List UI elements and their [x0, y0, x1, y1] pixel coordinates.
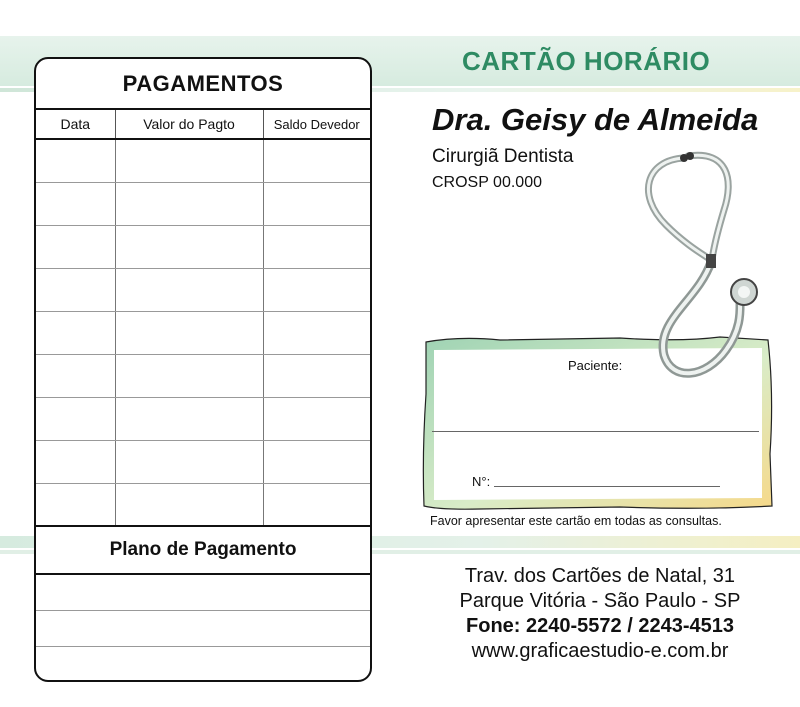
table-row [36, 226, 370, 269]
table-cell[interactable] [115, 441, 263, 484]
table-row [36, 139, 370, 183]
doctor-registry: CROSP 00.000 [432, 174, 542, 191]
table-row [36, 441, 370, 484]
table-cell[interactable] [115, 226, 263, 269]
table-row [36, 183, 370, 226]
table-cell[interactable] [263, 226, 370, 269]
table-cell[interactable] [263, 312, 370, 355]
stethoscope-icon [636, 150, 766, 385]
table-cell[interactable] [36, 484, 115, 527]
number-line[interactable] [494, 486, 720, 487]
table-cell[interactable] [36, 139, 115, 183]
table-row [36, 484, 370, 527]
table-row [36, 398, 370, 441]
doctor-specialty: Cirurgiã Dentista [432, 146, 574, 167]
table-cell[interactable] [115, 139, 263, 183]
address-block [420, 564, 780, 664]
patient-label: Paciente: [568, 358, 623, 373]
address-street: Trav. dos Cartões de Natal, 31 [464, 565, 736, 587]
payments-title: PAGAMENTOS [122, 71, 284, 96]
appointment-notice: Favor apresentar este cartão em todas as consultas. [430, 514, 722, 528]
table-cell[interactable] [263, 484, 370, 527]
payments-header-row [36, 109, 370, 139]
column-header-balance-due: Saldo Devedor [263, 109, 370, 139]
table-cell[interactable] [115, 183, 263, 226]
payments-table [36, 108, 370, 527]
table-cell[interactable] [115, 398, 263, 441]
table-cell[interactable] [263, 355, 370, 398]
payments-card [34, 57, 372, 682]
table-cell[interactable] [263, 139, 370, 183]
payment-plan-line[interactable] [36, 611, 370, 647]
table-cell[interactable] [36, 269, 115, 312]
payment-plan-line[interactable] [36, 647, 370, 682]
table-cell[interactable] [263, 183, 370, 226]
number-label: N°: [472, 474, 491, 489]
patient-name-line[interactable] [432, 431, 759, 432]
table-cell[interactable] [263, 441, 370, 484]
table-cell[interactable] [36, 183, 115, 226]
address-website[interactable]: www.graficaestudio-e.com.br [471, 640, 729, 662]
table-cell[interactable] [36, 226, 115, 269]
table-cell[interactable] [36, 398, 115, 441]
table-row [36, 312, 370, 355]
payment-plan-title: Plano de Pagamento [109, 539, 297, 560]
table-cell[interactable] [36, 355, 115, 398]
table-row [36, 269, 370, 312]
card-heading: CARTÃO HORÁRIO [462, 46, 711, 76]
table-cell[interactable] [263, 269, 370, 312]
address-phone: Fone: 2240-5572 / 2243-4513 [466, 615, 734, 637]
table-cell[interactable] [36, 441, 115, 484]
table-cell[interactable] [36, 312, 115, 355]
table-cell[interactable] [115, 312, 263, 355]
column-header-date: Data [36, 109, 115, 139]
doctor-name: Dra. Geisy de Almeida [432, 102, 759, 137]
payment-plan-section [36, 525, 370, 682]
column-header-payment-value: Valor do Pagto [115, 109, 263, 139]
table-cell[interactable] [263, 398, 370, 441]
address-district: Parque Vitória - São Paulo - SP [459, 590, 741, 612]
table-cell[interactable] [115, 269, 263, 312]
table-cell[interactable] [115, 355, 263, 398]
payment-plan-lines [36, 573, 370, 682]
payment-plan-line[interactable] [36, 575, 370, 611]
table-cell[interactable] [115, 484, 263, 527]
table-row [36, 355, 370, 398]
